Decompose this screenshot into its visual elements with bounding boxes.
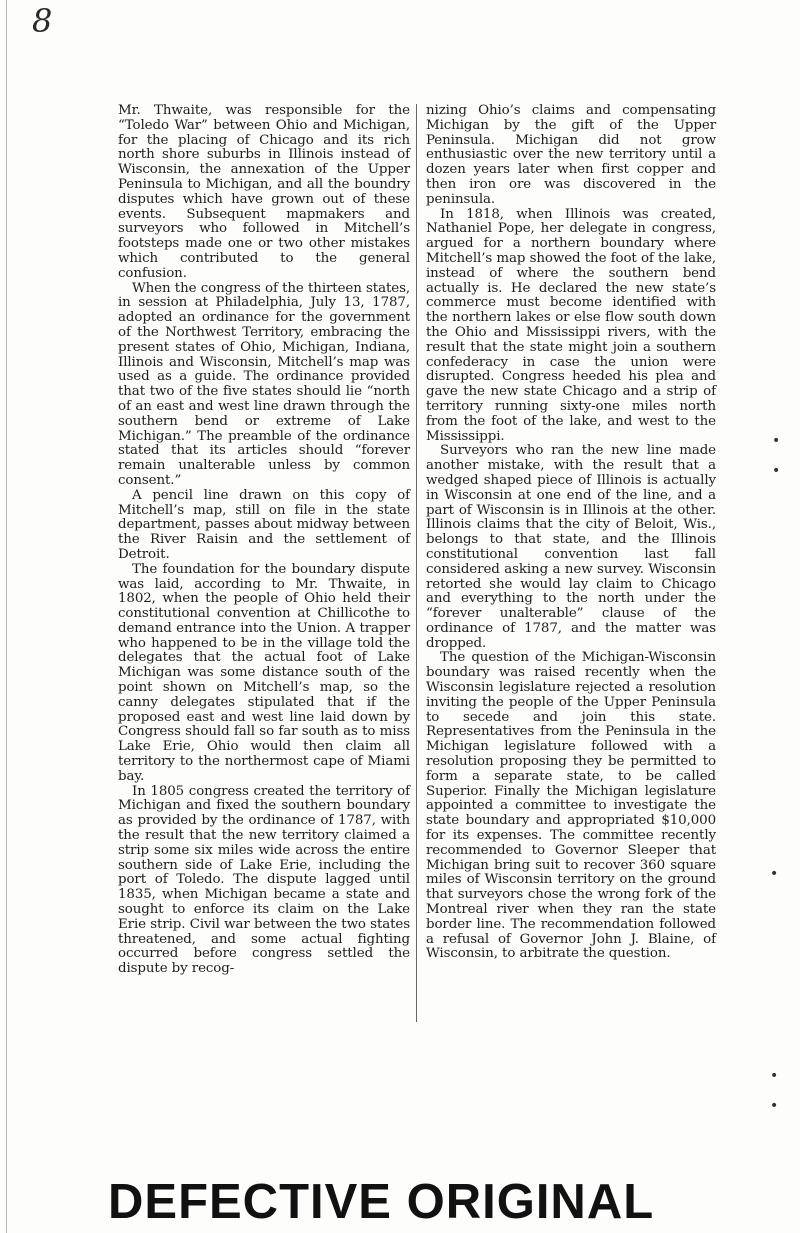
page-number: 8 bbox=[32, 2, 53, 40]
paragraph: In 1818, when Illinois was created, Nathaniel Pope, her delegate in congress, argued for a northern boundary where Mitchell’s map showed the foot of the lake, instead of where the southern bend actually is. He declared the new state’s commerce must become identified with the northern lakes or else flow south down the Ohio and Mississippi rivers, with the result that the state might join a southern confederacy in case the union were disrupted. Congress heeded his plea and gave the new state Chicago and a strip of territory running sixty-one miles north from the foot of the lake, and west to the Mississippi. bbox=[426, 206, 716, 444]
scan-speck: • bbox=[772, 463, 781, 479]
page-edge-line bbox=[6, 0, 7, 1233]
column-divider bbox=[416, 104, 417, 1022]
scan-speck: • bbox=[770, 1068, 779, 1084]
paragraph: When the congress of the thirteen states, in session at Philadelphia, July 13, 1787, adopted an ordinance for the government of the Northwest Territory, embracing the present states of Ohio, Michigan, Indiana, Illinois and Wisconsin, Mitchell’s map was used as a guide. The ordinance provided that two of the five states should lie “north of an east and west line drawn through the southern bend or extreme of Lake Michigan.” The preamble of the ordinance stated that its articles should “forever remain unalterable unless by common consent.” bbox=[118, 280, 410, 488]
article-column-left bbox=[118, 104, 410, 977]
defective-original-stamp: DEFECTIVE ORIGINAL bbox=[108, 1175, 655, 1229]
paragraph: The question of the Michigan-Wisconsin boundary was raised recently when the Wisconsin legislature rejected a resolution inviting the people of the Upper Peninsula to secede and join this state. Representatives from the Peninsula in the Michigan legislature followed with a resolution proposing they be permitted to form a separate state, to be called Superior. Finally the Michigan legislature appointed a committee to investigate the state boundary and appropriated $10,000 for its expenses. The committee recently recommended to Governor Sleeper that Michigan bring suit to recover 360 square miles of Wisconsin territory on the ground that surveyors chose the wrong fork of the Montreal river when they ran the state border line. The recommendation followed a refusal of Governor John J. Blaine, of Wisconsin, to arbitrate the question. bbox=[426, 650, 716, 962]
paragraph: Mr. Thwaite, was responsible for the “Toledo War” between Ohio and Michigan, for the placing of Chicago and its rich north shore suburbs in Illinois instead of Wisconsin, the annexation of the Upper Peninsula to Michigan, and all the boundry disputes which have grown out of these events. Subsequent mapmakers and surveyors who followed in Mitchell’s footsteps made one or two other mistakes which contributed to the general confusion. bbox=[118, 103, 410, 281]
article-column-right bbox=[426, 104, 716, 962]
paragraph: Surveyors who ran the new line made another mistake, with the result that a wedged shaped piece of Illinois is actually in Wisconsin at one end of the line, and a part of Wisconsin is in Illinois at the other. Illinois claims that the city of Beloit, Wis., belongs to that state, and the Illinois constitutional convention last fall considered asking a new survey. Wisconsin retorted she would lay claim to Chicago and everything to the north under the “forever unalterable” clause of the ordinance of 1787, and the matter was dropped. bbox=[426, 443, 716, 651]
paragraph: nizing Ohio’s claims and compensating Michigan by the gift of the Upper Peninsula. Michigan did not grow enthusiastic over the new territory until a dozen years later when first copper and then iron ore was discovered in the peninsula. bbox=[426, 103, 716, 207]
scan-speck: • bbox=[772, 433, 781, 449]
scan-speck: • bbox=[770, 866, 779, 882]
paragraph: The foundation for the boundary dispute was laid, according to Mr. Thwaite, in 1802, when the people of Ohio held their constitutional convention at Chillicothe to demand entrance into the Union. A trapper who happened to be in the village told the delegates that the actual foot of Lake Michigan was some distance south of the point shown on Mitchell’s map, so the canny delegates stipulated that if the proposed east and west line laid down by Congress should fall so far south as to miss Lake Erie, Ohio would then claim all territory to the northermost cape of Miami bay. bbox=[118, 561, 410, 784]
paragraph: A pencil line drawn on this copy of Mitchell’s map, still on file in the state department, passes about midway between the River Raisin and the settlement of Detroit. bbox=[118, 487, 410, 562]
paragraph: In 1805 congress created the territory of Michigan and fixed the southern boundary as provided by the ordinance of 1787, with the result that the new territory claimed a strip some six miles wide across the entire southern side of Lake Erie, including the port of Toledo. The dispute lagged until 1835, when Michigan became a state and sought to enforce its claim on the Lake Erie strip. Civil war between the two states threatened, and some actual fighting occurred before congress settled the dispute by recog- bbox=[118, 783, 410, 977]
scan-speck: • bbox=[770, 1098, 779, 1114]
